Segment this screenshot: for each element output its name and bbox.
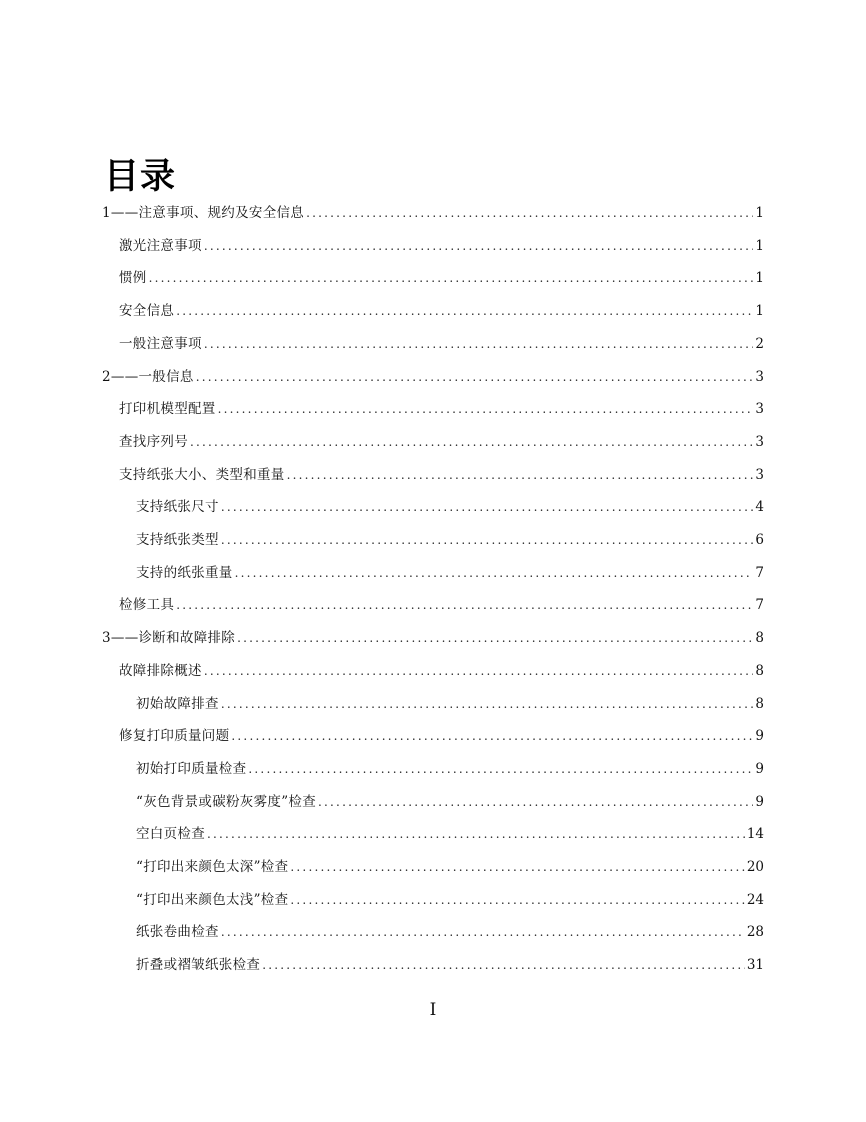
toc-dot-leader <box>204 329 754 359</box>
toc-entry-label: “打印出来颜色太深”检查 <box>136 859 289 875</box>
toc-dot-leader <box>190 427 753 457</box>
toc-entry[interactable] <box>119 296 764 326</box>
toc-page-number: 3 <box>755 433 764 450</box>
toc-page-number: 8 <box>755 695 764 712</box>
toc-entry-label: 打印机模型配置 <box>119 401 216 418</box>
toc-page-number: 31 <box>746 957 764 974</box>
toc-page-number: 1 <box>755 237 764 254</box>
toc-entry[interactable] <box>119 394 764 424</box>
toc-page-number: 8 <box>755 630 764 647</box>
toc-entry-label: 空白页检查 <box>136 826 205 843</box>
toc-entry-label: 支持纸张类型 <box>136 532 219 548</box>
toc-page-number: 24 <box>746 891 764 908</box>
toc-entry[interactable] <box>102 623 764 653</box>
toc-entry-label: 一般注意事项 <box>119 335 202 352</box>
toc-entry[interactable] <box>136 525 764 555</box>
toc-entry-label: 初始打印质量检查 <box>136 760 247 777</box>
toc-dot-leader <box>218 394 754 424</box>
toc-entry-label: 初始故障排查 <box>136 695 219 712</box>
toc-dot-leader <box>231 721 753 751</box>
toc-dot-leader <box>237 623 753 653</box>
toc-page-number: 7 <box>755 597 764 614</box>
toc-entry[interactable] <box>119 427 764 457</box>
toc-page-number: 9 <box>755 793 764 810</box>
toc-entry-label: “灰色背景或碳粉灰雾度”检查 <box>136 793 317 810</box>
toc-page-number: 20 <box>746 859 764 875</box>
toc-entry[interactable] <box>136 819 764 849</box>
toc-entry[interactable] <box>119 721 764 751</box>
toc-dot-leader <box>287 460 754 490</box>
toc-dot-leader <box>318 787 753 817</box>
toc-page-number: 3 <box>755 466 764 483</box>
toc-entry[interactable] <box>136 917 764 947</box>
toc-page-number: 3 <box>755 401 764 418</box>
toc-entry-label: 支持纸张尺寸 <box>136 499 219 516</box>
toc-dot-leader <box>221 689 754 719</box>
toc-page-number: 9 <box>755 760 764 777</box>
toc-page-number: 2 <box>755 335 764 352</box>
toc-entry[interactable] <box>136 558 764 588</box>
toc-dot-leader <box>248 754 753 784</box>
toc-entry-label: 纸张卷曲检查 <box>136 924 219 941</box>
toc-dot-leader <box>235 558 754 588</box>
toc-page-number: 7 <box>755 564 764 581</box>
toc-dot-leader <box>290 885 744 915</box>
toc-page-number: 8 <box>755 662 764 679</box>
toc-dot-leader <box>196 362 754 392</box>
toc-entry[interactable] <box>136 885 764 915</box>
toc-dot-leader <box>221 525 754 555</box>
toc-dot-leader <box>290 852 744 882</box>
toc-entry-label: 激光注意事项 <box>119 237 202 254</box>
toc-entry[interactable] <box>136 787 764 817</box>
toc-dot-leader <box>176 296 753 326</box>
toc-entry[interactable] <box>136 950 764 980</box>
toc-entry[interactable] <box>119 263 764 293</box>
toc-entry-label: 惯例 <box>119 270 147 287</box>
toc-page-number: 1 <box>755 205 764 221</box>
toc-page-number: 1 <box>755 270 764 287</box>
toc-dot-leader <box>262 950 745 980</box>
toc-entry[interactable] <box>102 362 764 392</box>
toc-dot-leader <box>306 198 753 228</box>
toc-page-number: 28 <box>746 924 764 941</box>
toc-entry-label: 支持纸张大小、类型和重量 <box>119 466 285 483</box>
toc-entry-label: 检修工具 <box>119 597 175 614</box>
toc-dot-leader <box>204 656 754 686</box>
toc-entry[interactable] <box>136 754 764 784</box>
toc-entry[interactable] <box>119 590 764 620</box>
toc-entry[interactable] <box>136 852 764 882</box>
toc-entry[interactable] <box>119 231 764 261</box>
toc-page-number: 4 <box>755 499 764 516</box>
toc-dot-leader <box>207 819 745 849</box>
toc-dot-leader <box>204 231 754 261</box>
toc-page-number: 3 <box>755 368 764 385</box>
toc-entry-label: “打印出来颜色太浅”检查 <box>136 891 289 908</box>
toc-entry-label: 1——注意事项、规约及安全信息 <box>102 205 305 221</box>
toc-entry[interactable] <box>102 198 764 228</box>
toc-dot-leader <box>221 917 745 947</box>
footer-page-number: I <box>429 1000 437 1020</box>
toc-entry-label: 折叠或褶皱纸张检查 <box>136 957 261 974</box>
toc-entry-label: 2——一般信息 <box>102 368 194 385</box>
toc-page-number: 9 <box>755 728 764 745</box>
toc-page-number: 14 <box>746 826 764 843</box>
toc-entry[interactable] <box>136 492 764 522</box>
page-title: 目录 <box>104 157 177 197</box>
toc-entry[interactable] <box>119 329 764 359</box>
toc-dot-leader <box>176 590 753 620</box>
toc-entry-label: 3——诊断和故障排除 <box>102 630 236 647</box>
toc-entry[interactable] <box>119 460 764 490</box>
toc-dot-leader <box>149 263 754 293</box>
toc-page-number: 6 <box>755 532 764 548</box>
toc-entry-label: 安全信息 <box>119 303 175 320</box>
toc-entry-label: 修复打印质量问题 <box>119 728 230 745</box>
toc-entry-label: 故障排除概述 <box>119 662 202 679</box>
toc-dot-leader <box>221 492 754 522</box>
toc-entry-label: 支持的纸张重量 <box>136 564 233 581</box>
toc-page-number: 1 <box>755 303 764 320</box>
toc-entry[interactable] <box>119 656 764 686</box>
toc-entry[interactable] <box>136 689 764 719</box>
toc-entry-label: 查找序列号 <box>119 433 188 450</box>
